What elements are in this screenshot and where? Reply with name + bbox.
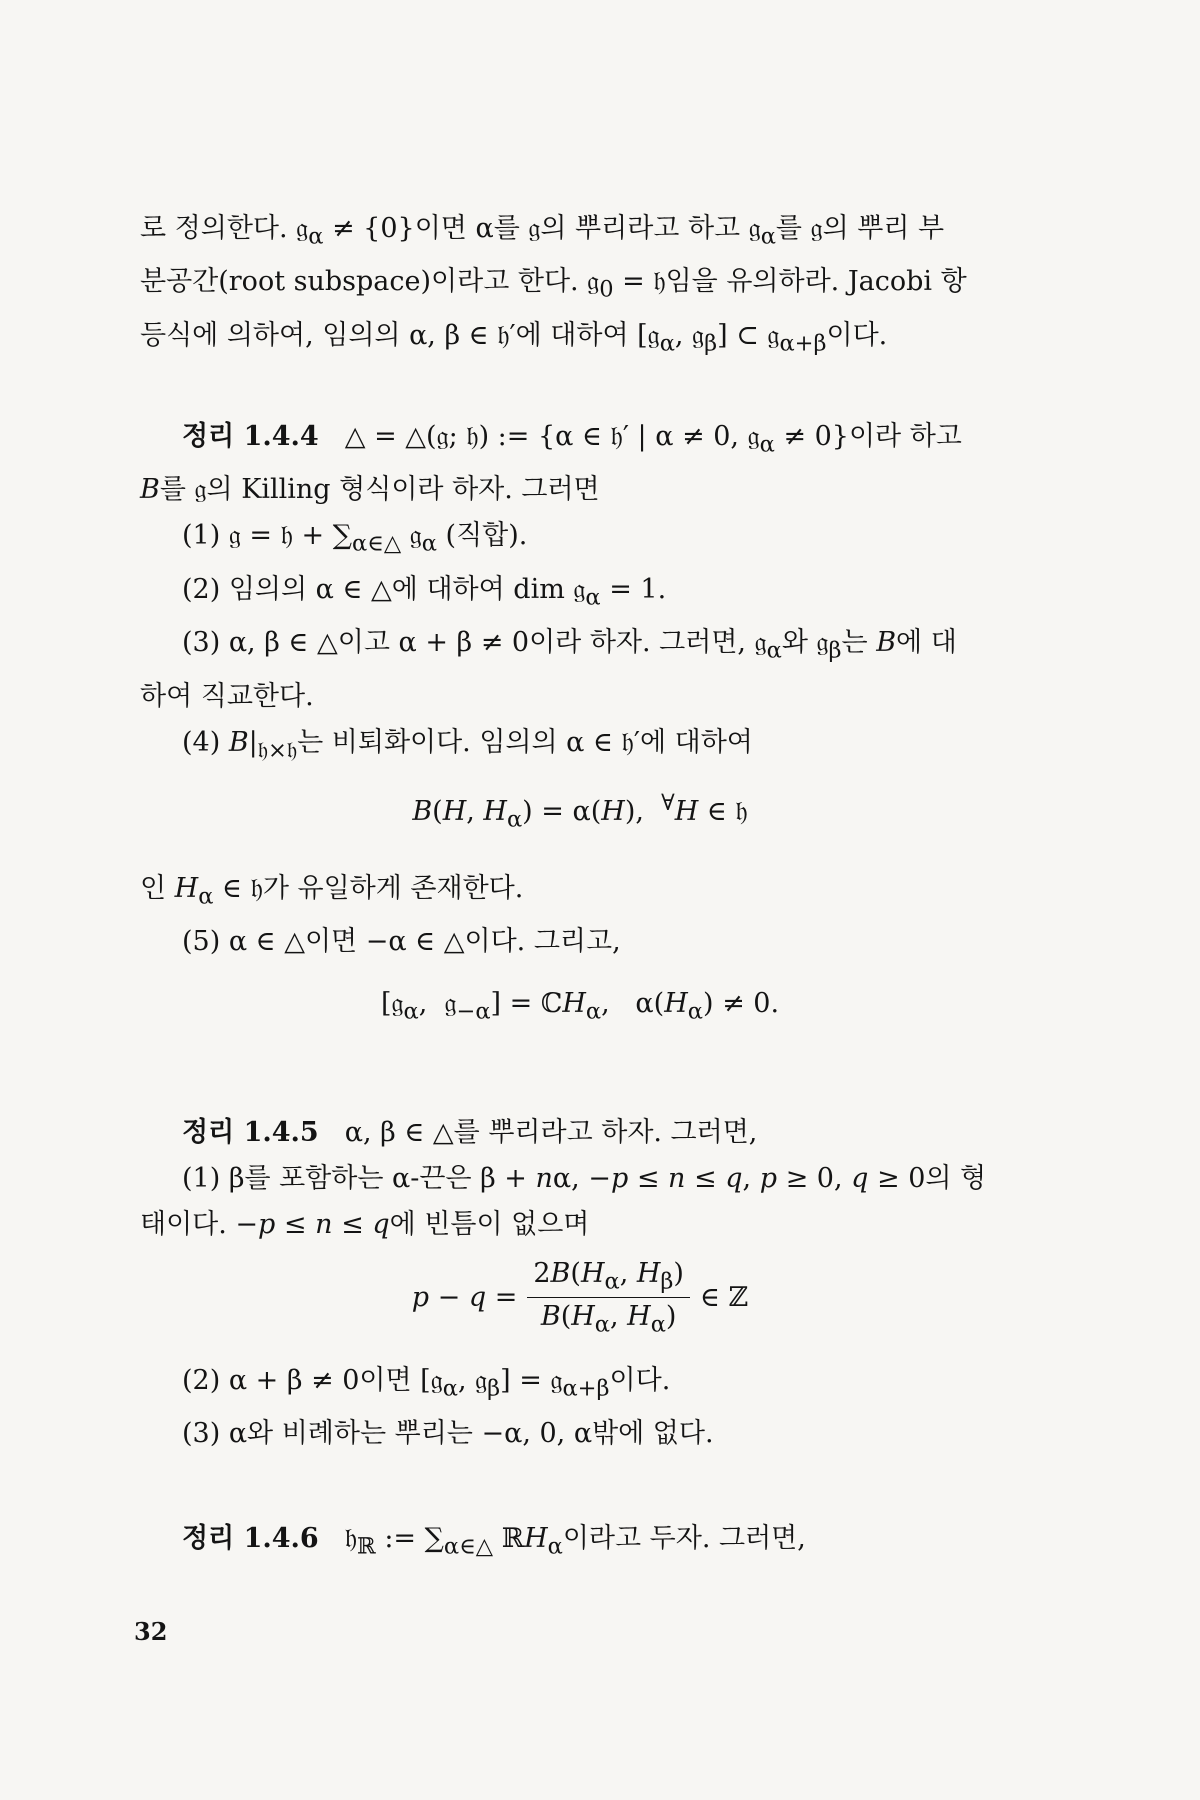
theorem-1-4-6-header <box>140 1516 1020 1569</box>
theorem-1-4-5 <box>140 1110 1020 1248</box>
theorem-item-3: (3) α와 비례하는 뿌리는 −α, 0, α밖에 없다. <box>182 1418 714 1450</box>
display-equation-string <box>140 1258 1020 1338</box>
theorem-1-4-5-header <box>140 1110 1020 1156</box>
theorem-item-5: (5) α ∈ △이면 −α ∈ △이다. 그리고, <box>182 926 621 958</box>
theorem-item-3-cont: 하여 직교한다. <box>140 680 314 712</box>
theorem-1-4-4-cont <box>140 866 1020 965</box>
display-equation-killing: B(H, $H_\alpha) = \alpha(H)$, ∀H ∈ 𝔥 <box>412 790 748 833</box>
theorem-label: 정리 1.4.5 <box>182 1117 319 1148</box>
theorem-item-1-cont: 태이다. −p ≤ n ≤ q에 빈틈이 없으며 <box>140 1209 590 1240</box>
theorem-label: 정리 1.4.6 <box>182 1523 319 1554</box>
theorem-1-4-4-header <box>140 414 1020 467</box>
theorem-item-4: (4) $B|_{𝔥\times 𝔥}$는 비퇴화이다. 임의의 α ∈ 𝔥′에 대하여 <box>182 726 753 763</box>
theorem-statement-cont: B를 𝔤의 Killing 형식이라 하자. 그러면 <box>140 474 600 506</box>
fraction-denominator: $B(H_\alpha$, $H_\alpha$) <box>540 1301 677 1338</box>
theorem-item-4-cont: 인 $H_\alpha$ ∈ 𝔥가 유일하게 존재한다. <box>140 873 524 910</box>
theorem-item-3: (3) α, β ∈ △이고 α + β ≠ 0이라 하자. 그러면, 𝔤$_\alpha$와 𝔤$_\beta$는 B에 대 <box>182 627 957 664</box>
theorem-item-2: (2) α + β ≠ 0이면 [𝔤$_\alpha$, 𝔤$_\beta$] = 𝔤$_{\alpha+\beta}$이다. <box>182 1365 671 1402</box>
intro-paragraph <box>140 206 1020 366</box>
intro-line-3: 등식에 의하여, 임의의 α, β ∈ 𝔥′에 대하여 [𝔤$_\alpha$, 𝔤$_\beta$] ⊂ 𝔤$_{\alpha+\beta}$이다. <box>140 319 888 357</box>
theorem-1-4-4 <box>140 414 1020 773</box>
theorem-1-4-6 <box>140 1516 1020 1569</box>
formula-rhs: ∈ ℤ <box>699 1282 749 1314</box>
theorem-statement: 𝔥$_ℝ$ := $\sum_{\alpha\in\triangle}$ ℝH$_\alpha$이라고 두자. 그러면, <box>344 1523 806 1560</box>
fraction-numerator: $2B(H_\alpha$, $H_\beta$) <box>527 1258 690 1298</box>
theorem-label: 정리 1.4.4 <box>182 421 319 452</box>
theorem-item-1: (1) 𝔤 = 𝔥 + $\sum_{\alpha\in\triangle}$ 𝔤$_\alpha$ (직합). <box>182 520 528 557</box>
fraction <box>527 1258 690 1338</box>
page-number: 32 <box>134 1617 168 1646</box>
intro-line-1: 로 정의한다. 𝔤$_\alpha$ ≠ {0}이면 α를 𝔤의 뿌리라고 하고 𝔤$_\alpha$를 𝔤의 뿌리 부 <box>140 213 945 250</box>
theorem-statement: △ = △(𝔤; 𝔥) := {α ∈ 𝔥′ | α ≠ 0, 𝔤$_\alpha$ ≠ 0}이라 하고 <box>344 421 962 458</box>
display-equation-bracket: [𝔤$_\alpha$, 𝔤$_{-\alpha}$] = ℂH$_\alpha$, $\alpha(H_\alpha) \ne 0$. <box>380 988 780 1025</box>
theorem-1-4-5-cont <box>140 1358 1020 1457</box>
theorem-statement: α, β ∈ △를 뿌리라고 하자. 그러면, <box>344 1117 758 1148</box>
theorem-item-2: (2) 임의의 α ∈ △에 대하여 dim 𝔤$_\alpha$ = 1. <box>182 573 667 611</box>
theorem-item-1: (1) β를 포함하는 α-끈은 β + nα, −p ≤ n ≤ q, p ≥ 0, q ≥ 0의 형 <box>182 1163 987 1194</box>
intro-line-2: 분공간(root subspace)이라고 한다. 𝔤$_0$ = 𝔥임을 유의하라. Jacobi 항 <box>140 266 967 303</box>
formula-lhs: p − q = <box>411 1282 518 1314</box>
